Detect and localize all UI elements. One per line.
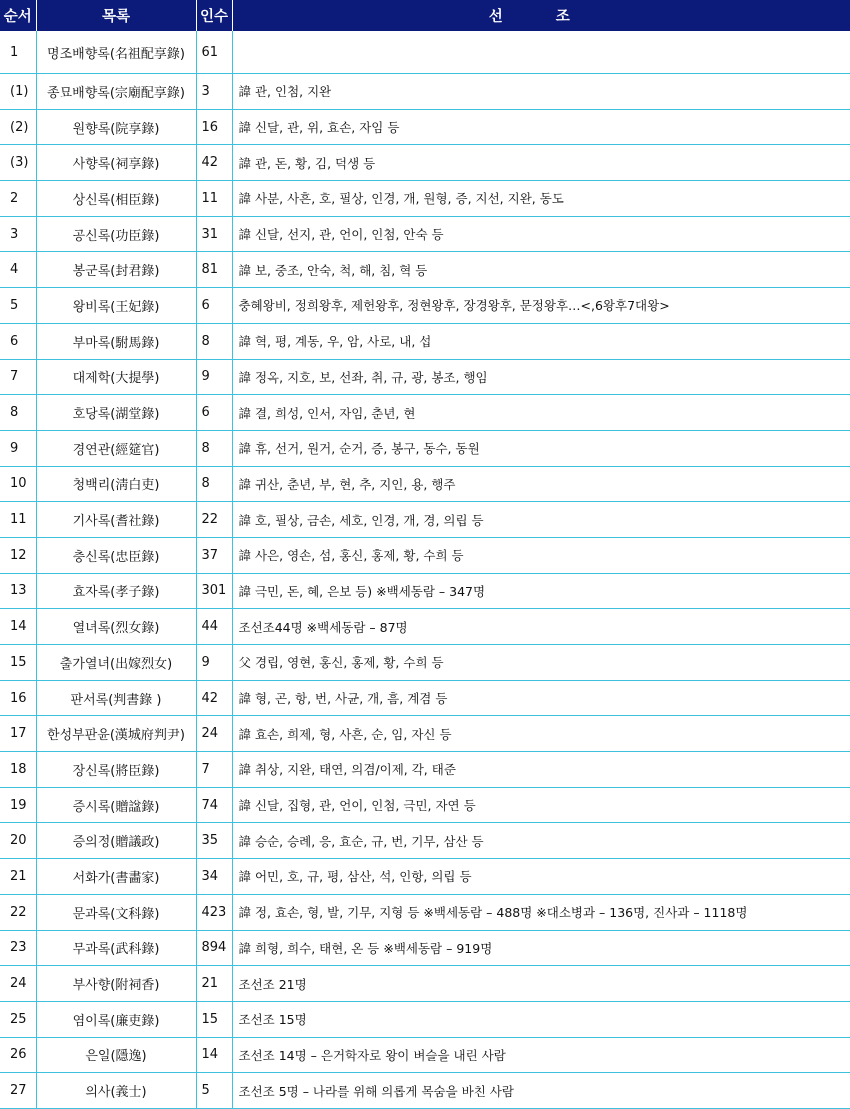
row-catalog-name: 판서록(判書錄 ) — [36, 680, 196, 716]
row-catalog-name: 공신록(功臣錄) — [36, 216, 196, 252]
row-ancestors: 諱 취상, 지완, 태연, 의겸/이제, 각, 태준 — [232, 752, 850, 788]
table-row — [0, 787, 850, 823]
table-row — [0, 109, 850, 145]
row-ancestors: 諱 효손, 희제, 형, 사흔, 순, 임, 자신 등 — [232, 716, 850, 752]
row-catalog-name: 청백리(淸白吏) — [36, 466, 196, 502]
row-count: 5 — [196, 1073, 232, 1109]
row-catalog-name: 왕비록(王妃錄) — [36, 288, 196, 324]
table-row — [0, 466, 850, 502]
table-row — [0, 1037, 850, 1073]
row-order: (1) — [0, 74, 36, 110]
row-order: 25 — [0, 1001, 36, 1037]
row-order: 26 — [0, 1037, 36, 1073]
table-row — [0, 537, 850, 573]
table-row — [0, 502, 850, 538]
row-ancestors: 조선조 14명 – 은거학자로 왕이 벼슬을 내린 사람 — [232, 1037, 850, 1073]
table-row — [0, 752, 850, 788]
header-count: 인수 — [196, 0, 232, 31]
row-order: 18 — [0, 752, 36, 788]
row-count: 37 — [196, 537, 232, 573]
row-ancestors: 諱 귀산, 춘년, 부, 현, 추, 지인, 용, 행주 — [232, 466, 850, 502]
row-count: 8 — [196, 430, 232, 466]
header-ancestors: 선 조 — [232, 0, 850, 31]
row-order: 4 — [0, 252, 36, 288]
table-row — [0, 359, 850, 395]
row-count: 11 — [196, 181, 232, 217]
row-catalog-name: 원향록(院享錄) — [36, 109, 196, 145]
row-order: 16 — [0, 680, 36, 716]
table-row — [0, 894, 850, 930]
row-order: 17 — [0, 716, 36, 752]
row-count: 24 — [196, 716, 232, 752]
row-ancestors: 諱 형, 곤, 항, 번, 사균, 개, 흠, 계겸 등 — [232, 680, 850, 716]
table-row — [0, 74, 850, 110]
table-row — [0, 823, 850, 859]
row-order: 8 — [0, 395, 36, 431]
row-count: 81 — [196, 252, 232, 288]
row-count: 61 — [196, 31, 232, 74]
row-ancestors: 諱 관, 돈, 황, 김, 덕생 등 — [232, 145, 850, 181]
row-catalog-name: 증의정(贈議政) — [36, 823, 196, 859]
row-order: 15 — [0, 645, 36, 681]
row-catalog-name: 장신록(將臣錄) — [36, 752, 196, 788]
row-ancestors: 諱 보, 중조, 안숙, 척, 해, 침, 혁 등 — [232, 252, 850, 288]
row-count: 74 — [196, 787, 232, 823]
row-order: 22 — [0, 894, 36, 930]
row-catalog-name: 호당록(湖堂錄) — [36, 395, 196, 431]
row-ancestors: 諱 정옥, 지호, 보, 선좌, 취, 규, 광, 봉조, 행임 — [232, 359, 850, 395]
row-ancestors: 諱 신달, 집형, 관, 언이, 인첨, 극민, 자연 등 — [232, 787, 850, 823]
table-row — [0, 1001, 850, 1037]
row-catalog-name: 대제학(大提學) — [36, 359, 196, 395]
table-row — [0, 31, 850, 74]
table-row — [0, 573, 850, 609]
row-ancestors: 조선조44명 ※백세동람 – 87명 — [232, 609, 850, 645]
table-row — [0, 716, 850, 752]
row-catalog-name: 종묘배향록(宗廟配享錄) — [36, 74, 196, 110]
row-ancestors: 諱 신달, 선지, 관, 언이, 인첨, 안숙 등 — [232, 216, 850, 252]
row-order: 14 — [0, 609, 36, 645]
table-row — [0, 395, 850, 431]
row-order: 2 — [0, 181, 36, 217]
row-ancestors: 諱 정, 효손, 형, 발, 기무, 지형 등 ※백세동람 – 488명 ※대소병과 – 136명, 진사과 – 1118명 — [232, 894, 850, 930]
row-count: 6 — [196, 288, 232, 324]
row-catalog-name: 열녀록(烈女錄) — [36, 609, 196, 645]
row-order: 12 — [0, 537, 36, 573]
row-count: 8 — [196, 323, 232, 359]
row-order: 3 — [0, 216, 36, 252]
row-order: 13 — [0, 573, 36, 609]
row-ancestors: 충혜왕비, 정희왕후, 제헌왕후, 정현왕후, 장경왕후, 문정왕후…<,6왕후7대왕> — [232, 288, 850, 324]
row-ancestors — [232, 31, 850, 74]
row-count: 15 — [196, 1001, 232, 1037]
row-order: 24 — [0, 966, 36, 1002]
row-ancestors: 諱 극민, 돈, 혜, 은보 등) ※백세동람 – 347명 — [232, 573, 850, 609]
row-ancestors: 諱 사은, 영손, 섬, 홍신, 홍제, 황, 수희 등 — [232, 537, 850, 573]
row-catalog-name: 은일(隱逸) — [36, 1037, 196, 1073]
row-ancestors: 諱 신달, 관, 위, 효손, 자임 등 — [232, 109, 850, 145]
row-count: 3 — [196, 74, 232, 110]
table-row — [0, 216, 850, 252]
row-catalog-name: 충신록(忠臣錄) — [36, 537, 196, 573]
header-catalog: 목록 — [36, 0, 196, 31]
row-catalog-name: 사향록(祠享錄) — [36, 145, 196, 181]
row-catalog-name: 봉군록(封君錄) — [36, 252, 196, 288]
row-catalog-name: 상신록(相臣錄) — [36, 181, 196, 217]
row-catalog-name: 부사향(附祠香) — [36, 966, 196, 1002]
row-ancestors: 父 경립, 영현, 홍신, 홍제, 황, 수희 등 — [232, 645, 850, 681]
row-ancestors: 諱 희형, 희수, 태현, 온 등 ※백세동람 – 919명 — [232, 930, 850, 966]
row-ancestors: 조선조 21명 — [232, 966, 850, 1002]
row-catalog-name: 의사(義士) — [36, 1073, 196, 1109]
row-ancestors: 조선조 15명 — [232, 1001, 850, 1037]
row-ancestors: 諱 승순, 승례, 응, 효순, 규, 번, 기무, 삼산 등 — [232, 823, 850, 859]
row-ancestors: 諱 혁, 평, 계동, 우, 암, 사로, 내, 섭 — [232, 323, 850, 359]
row-count: 22 — [196, 502, 232, 538]
row-count: 34 — [196, 859, 232, 895]
row-count: 8 — [196, 466, 232, 502]
row-catalog-name: 염이록(廉吏錄) — [36, 1001, 196, 1037]
row-catalog-name: 효자록(孝子錄) — [36, 573, 196, 609]
table-row — [0, 645, 850, 681]
row-ancestors: 諱 호, 필상, 금손, 세호, 인경, 개, 경, 의립 등 — [232, 502, 850, 538]
row-count: 31 — [196, 216, 232, 252]
row-count: 16 — [196, 109, 232, 145]
table-row — [0, 680, 850, 716]
row-catalog-name: 경연관(經筵官) — [36, 430, 196, 466]
table-row — [0, 181, 850, 217]
row-order: 27 — [0, 1073, 36, 1109]
table-row — [0, 859, 850, 895]
row-ancestors: 조선조 5명 – 나라를 위해 의롭게 목숨을 바친 사람 — [232, 1073, 850, 1109]
row-ancestors: 諱 결, 희성, 인서, 자임, 춘년, 현 — [232, 395, 850, 431]
row-count: 44 — [196, 609, 232, 645]
row-order: 5 — [0, 288, 36, 324]
row-order: 23 — [0, 930, 36, 966]
row-order: 1 — [0, 31, 36, 74]
row-ancestors: 諱 관, 인첨, 지완 — [232, 74, 850, 110]
row-ancestors: 諱 어민, 호, 규, 평, 삼산, 석, 인항, 의립 등 — [232, 859, 850, 895]
table-row — [0, 430, 850, 466]
row-ancestors: 諱 사분, 사흔, 호, 필상, 인경, 개, 원형, 증, 지선, 지완, 동도 — [232, 181, 850, 217]
row-count: 9 — [196, 645, 232, 681]
row-count: 9 — [196, 359, 232, 395]
row-order: 20 — [0, 823, 36, 859]
row-order: 21 — [0, 859, 36, 895]
row-catalog-name: 서화가(書畵家) — [36, 859, 196, 895]
table-row — [0, 1073, 850, 1109]
table-row — [0, 930, 850, 966]
table-header-row — [0, 0, 850, 31]
table-row — [0, 966, 850, 1002]
table-row — [0, 145, 850, 181]
table-row — [0, 323, 850, 359]
row-count: 6 — [196, 395, 232, 431]
row-count: 301 — [196, 573, 232, 609]
row-order: 19 — [0, 787, 36, 823]
row-order: 6 — [0, 323, 36, 359]
row-count: 14 — [196, 1037, 232, 1073]
row-catalog-name: 출가열녀(出嫁烈女) — [36, 645, 196, 681]
header-order: 순서 — [0, 0, 36, 31]
row-order: (2) — [0, 109, 36, 145]
table-row — [0, 288, 850, 324]
row-order: 10 — [0, 466, 36, 502]
row-order: (3) — [0, 145, 36, 181]
row-catalog-name: 증시록(贈諡錄) — [36, 787, 196, 823]
row-count: 894 — [196, 930, 232, 966]
table-row — [0, 609, 850, 645]
row-catalog-name: 기사록(耆社錄) — [36, 502, 196, 538]
row-ancestors: 諱 휴, 선거, 원거, 순거, 증, 봉구, 동수, 동원 — [232, 430, 850, 466]
row-count: 423 — [196, 894, 232, 930]
row-catalog-name: 문과록(文科錄) — [36, 894, 196, 930]
row-order: 11 — [0, 502, 36, 538]
row-count: 21 — [196, 966, 232, 1002]
row-order: 9 — [0, 430, 36, 466]
row-catalog-name: 한성부판윤(漢城府判尹) — [36, 716, 196, 752]
row-catalog-name: 무과록(武科錄) — [36, 930, 196, 966]
table-row — [0, 252, 850, 288]
row-catalog-name: 부마록(駙馬錄) — [36, 323, 196, 359]
row-count: 35 — [196, 823, 232, 859]
row-catalog-name: 명조배향록(名祖配享錄) — [36, 31, 196, 74]
row-order: 7 — [0, 359, 36, 395]
row-count: 7 — [196, 752, 232, 788]
row-count: 42 — [196, 145, 232, 181]
row-count: 42 — [196, 680, 232, 716]
